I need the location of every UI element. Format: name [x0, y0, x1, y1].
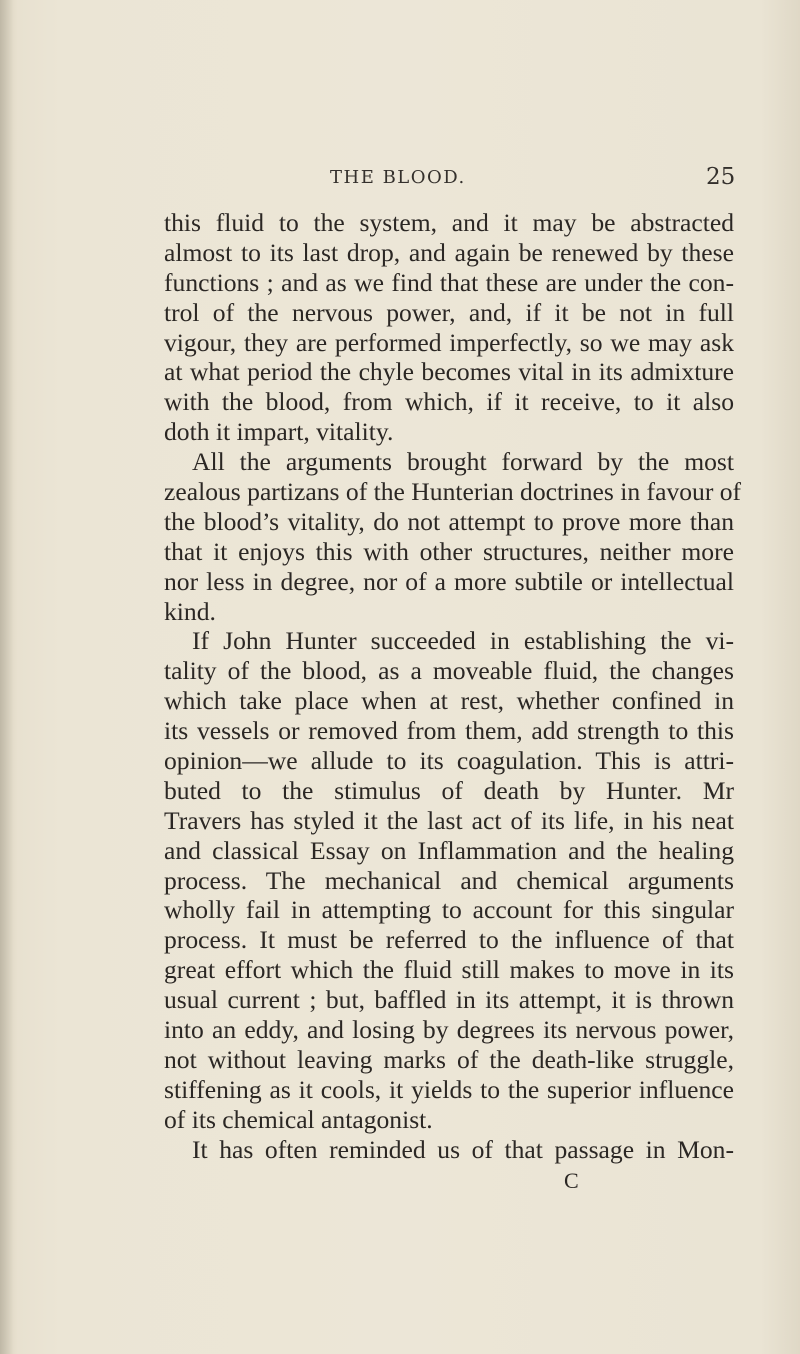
signature-mark: C [564, 1168, 579, 1193]
text-line: If John Hunter succeeded in establishing the vi- [192, 626, 734, 656]
text-line: tality of the blood, as a moveable fluid, the changes [164, 656, 734, 686]
text-line: almost to its last drop, and again be renewed by these [164, 237, 734, 267]
text-line: usual current ; but, baffled in its attempt, it is thrown [164, 985, 734, 1015]
text-line: zealous partizans of the Hunterian doctrines in favour of [164, 477, 742, 507]
text-line: opinion—we allude to its coagulation. This is attri- [164, 746, 734, 776]
text-line: trol of the nervous power, and, if it be not in full [164, 297, 734, 327]
text-line: process. The mechanical and chemical arguments [164, 865, 734, 895]
text-line: stiffening as it cools, it yields to the superior influence [164, 1074, 734, 1104]
page-number: 25 [706, 164, 736, 190]
text-line: buted to the stimulus of death by Hunter. Mr [164, 775, 734, 805]
body-text [164, 208, 742, 1165]
text-line: at what period the chyle becomes vital in its admixture [164, 357, 734, 387]
text-line: Travers has styled it the last act of its life, in his neat [164, 805, 734, 835]
running-head [0, 164, 800, 197]
text-line: into an eddy, and losing by degrees its nervous power, [164, 1015, 734, 1045]
text-line: doth it impart, vitality. [164, 417, 394, 447]
text-line: process. It must be referred to the influence of that [164, 925, 734, 955]
text-line: that it enjoys this with other structures, neither more [164, 536, 734, 566]
text-line: this fluid to the system, and it may be abstracted [164, 208, 734, 237]
text-line: which take place when at rest, whether confined in [164, 686, 734, 716]
text-line: It has often reminded us of that passage in Mon- [192, 1134, 734, 1164]
running-title: THE BLOOD. [330, 167, 466, 188]
text-line: not without leaving marks of the death-like struggle, [164, 1044, 734, 1074]
text-line: great effort which the fluid still makes to move in its [164, 955, 734, 985]
text-line: kind. [164, 596, 216, 626]
text-line: vigour, they are performed imperfectly, so we may ask [164, 327, 734, 357]
text-line: and classical Essay on Inflammation and the healing [164, 835, 734, 865]
text-line: wholly fail in attempting to account for this singular [164, 895, 734, 925]
text-line: All the arguments brought forward by the most [192, 447, 734, 477]
binding-shadow [0, 0, 14, 1354]
text-line: with the blood, from which, if it receive, to it also [164, 387, 734, 417]
text-line: of its chemical antagonist. [164, 1104, 433, 1134]
text-line: its vessels or removed from them, add strength to this [164, 716, 734, 746]
text-line: functions ; and as we find that these are under the con- [164, 267, 734, 297]
text-line: nor less in degree, nor of a more subtile or intellectual [164, 566, 734, 596]
text-line: the blood’s vitality, do not attempt to prove more than [164, 506, 734, 536]
